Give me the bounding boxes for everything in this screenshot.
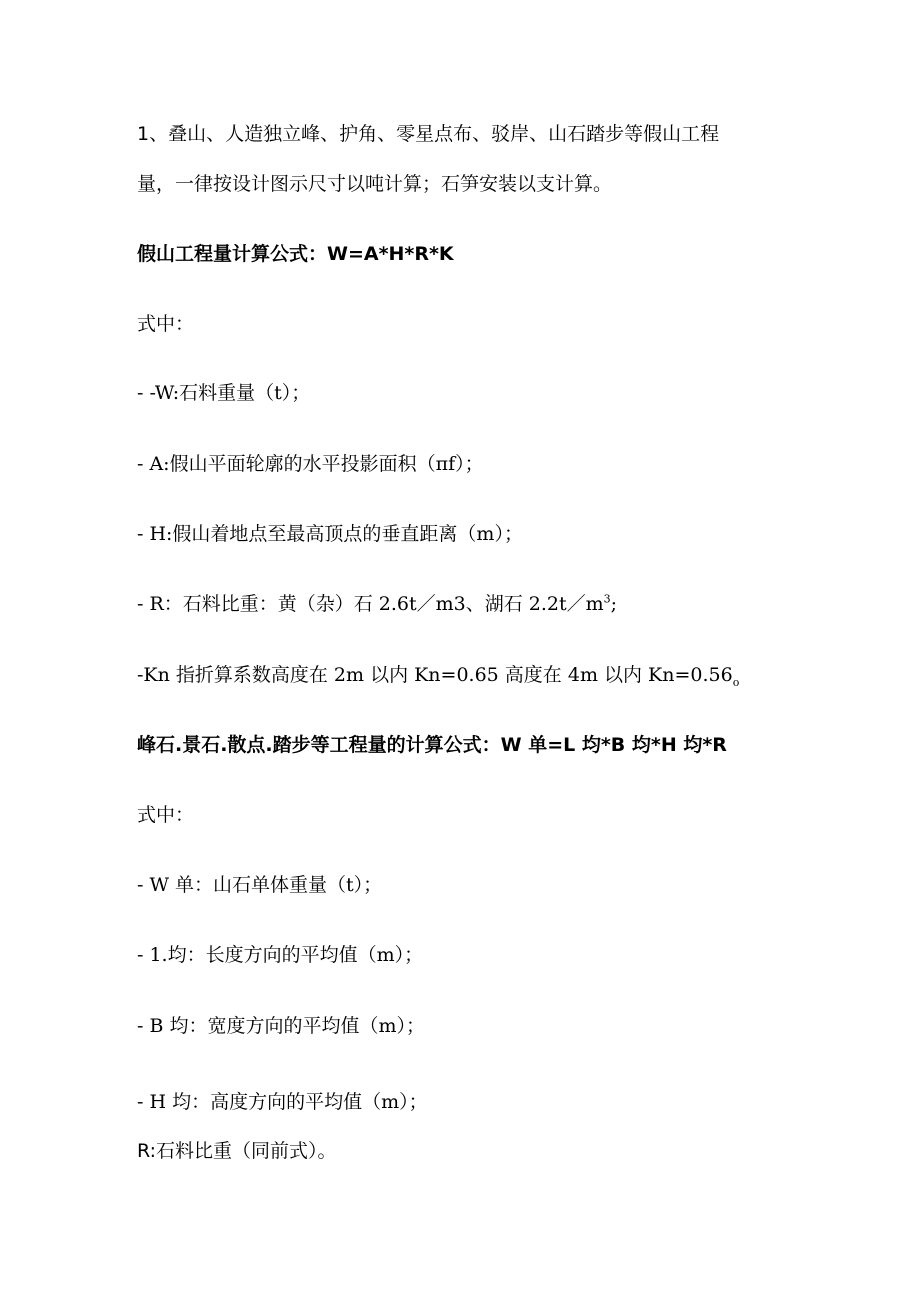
formula1-item-r (137, 590, 617, 618)
formula1-where-label: 式中： (137, 313, 195, 335)
formula1-item-w: - -W:石料重量（t）； (137, 382, 311, 404)
formula2-r-line: R:石料比重（同前式）。 (137, 1140, 337, 1162)
formula2-item-b: - B 均：宽度方向的平均值（m）； (137, 1015, 425, 1037)
formula2-item-l: - 1.均：长度方向的平均值（m）； (137, 944, 424, 966)
formula2-where-label: 式中： (137, 804, 195, 826)
paragraph-line-1: 1、叠山、人造独立峰、护角、零星点布、驳岸、山石踏步等假山工程 (137, 123, 720, 145)
formula1-item-a: - A:假山平面轮廓的水平投影面积（πf）； (137, 453, 484, 475)
formula1-item-h: - H:假山着地点至最高顶点的垂直距离（m）； (137, 523, 523, 545)
formula1-item-r-superscript: 3 (603, 592, 611, 606)
formula1-item-r-end: ; (610, 593, 618, 615)
formula2-heading: 峰石.景石.散点.踏步等工程量的计算公式：W 单=L 均*B 均*H 均*R (137, 734, 727, 756)
paragraph-line-2: 量，一律按设计图示尺寸以吨计算；石笋安装以支计算。 (137, 173, 613, 195)
formula1-heading: 假山工程量计算公式：W=A*H*R*K (137, 243, 454, 265)
formula2-item-h: - H 均：高度方向的平均值（m）； (137, 1091, 428, 1113)
formula1-item-r-text: - R：石料比重：黄（杂）石 2.6t／m3、湖石 2.2t／m (137, 593, 604, 615)
formula1-kn-subscript: o (732, 675, 740, 689)
formula2-item-w: - W 单：山石单体重量（t）； (137, 874, 383, 896)
formula1-kn-text: -Kn 指折算系数高度在 2m 以内 Kn=0.65 高度在 4m 以内 Kn=0.56 (137, 664, 733, 686)
formula1-kn-line (137, 661, 739, 689)
